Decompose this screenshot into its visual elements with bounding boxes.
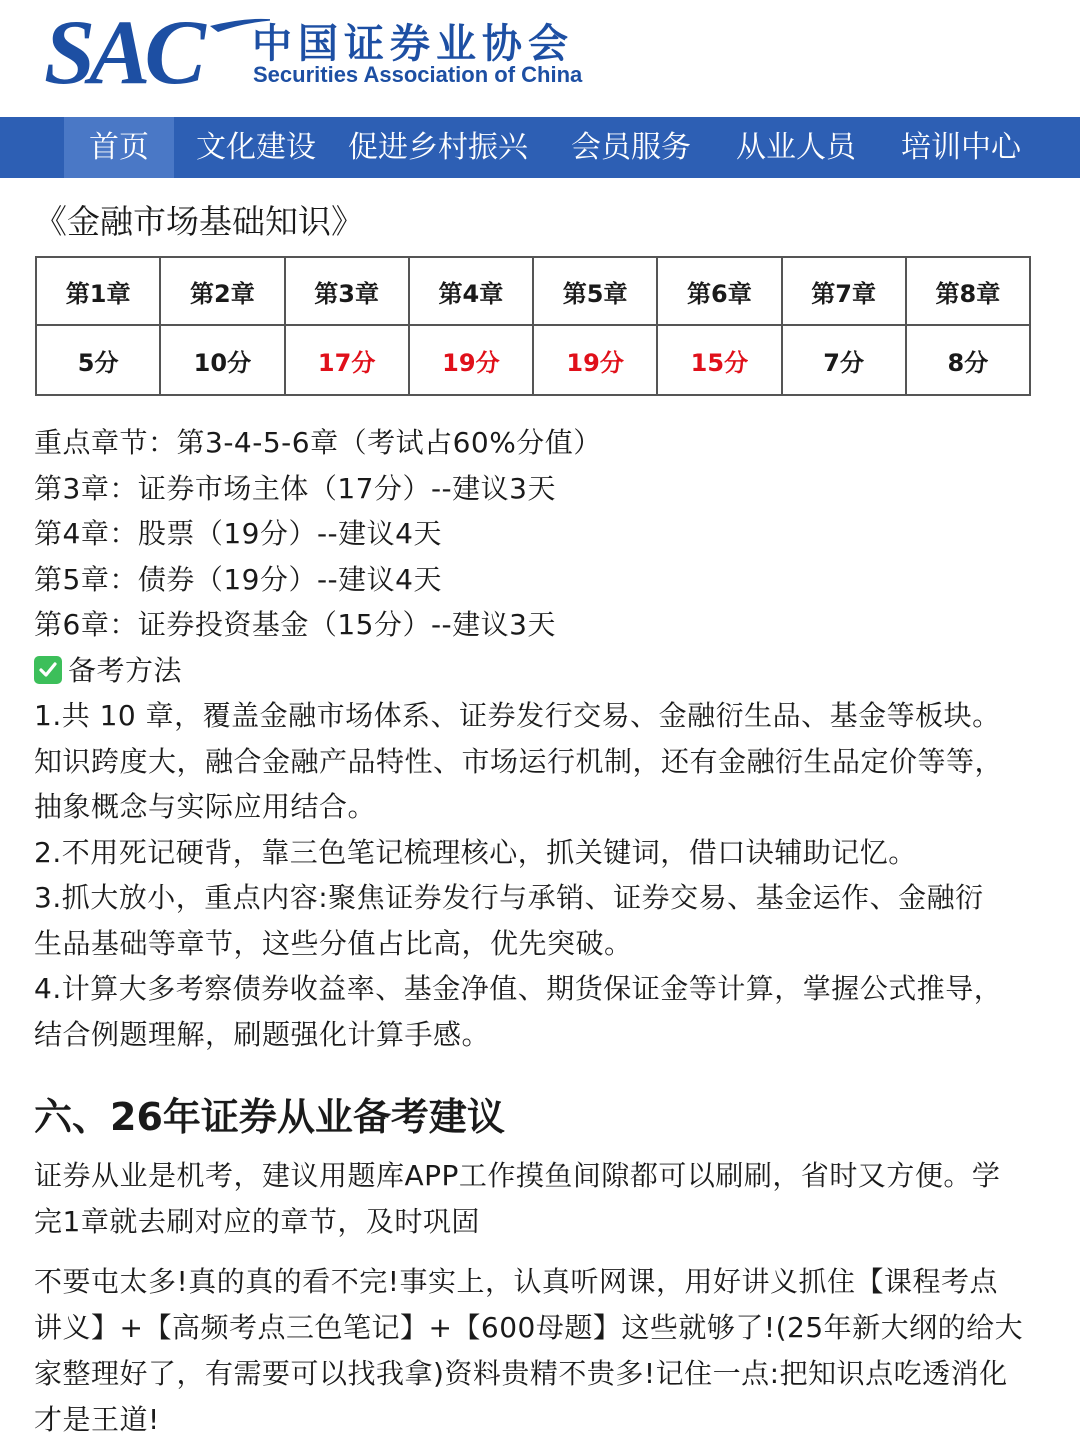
paragraph-line: 才是王道! — [34, 1403, 160, 1436]
chapter-cell: 第1章 — [36, 257, 160, 325]
paragraph-line: 讲义】+【高频考点三色笔记】+【600母题】这些就够了!(25年新大纲的给大 — [34, 1311, 1024, 1344]
chapter-cell: 第8章 — [906, 257, 1030, 325]
method-line: 抽象概念与实际应用结合。 — [34, 790, 377, 823]
paragraph-line: 不要屯太多!真的真的看不完!事实上，认真听网课，用好讲义抓住【课程考点 — [34, 1265, 998, 1298]
score-cell-highlight: 19分 — [409, 325, 533, 395]
method-line: 结合例题理解，刷题强化计算手感。 — [34, 1017, 491, 1051]
method-line: 2.不用死记硬背，靠三色笔记梳理核心，抓关键词，借口诀辅助记忆。 — [34, 835, 917, 869]
logo-english-name: Securities Association of China — [253, 62, 583, 87]
nav-item-training[interactable]: 培训中心 — [901, 130, 1021, 165]
nav-item-member[interactable]: 会员服务 — [571, 130, 691, 165]
section-paragraph-1 — [34, 1153, 1064, 1245]
chapter-cell: 第2章 — [160, 257, 284, 325]
method-line: 1.共 10 章，覆盖金融市场体系、证券发行交易、金融衍生品、基金等板块。 — [34, 699, 1001, 732]
paragraph-line: 完1章就去刷对应的章节，及时巩固 — [34, 1205, 480, 1238]
chapter-cell: 第3章 — [285, 257, 409, 325]
score-cell-highlight: 17分 — [285, 325, 409, 395]
chapter-score-table — [35, 256, 1031, 396]
score-cell: 10分 — [160, 325, 284, 395]
logo-chinese-name: 中国证券业协会 — [252, 21, 574, 67]
key-chapters-block — [34, 420, 1064, 1057]
method-line: 生品基础等章节，这些分值占比高，优先突破。 — [34, 926, 633, 960]
nav-item-home[interactable]: 首页 — [64, 117, 174, 178]
main-nav — [0, 117, 1080, 178]
paragraph-line: 证券从业是机考，建议用题库APP工作摸鱼间隙都可以刷刷，省时又方便。学 — [34, 1159, 1001, 1192]
sac-logo[interactable]: SAC — [44, 1, 200, 103]
chapter-cell: 第6章 — [657, 257, 781, 325]
chapter-cell: 第4章 — [409, 257, 533, 325]
key-chapter-line: 重点章节：第3-4-5-6章（考试占60%分值） — [34, 426, 602, 459]
score-cell: 7分 — [782, 325, 906, 395]
key-chapter-line: 第4章：股票（19分）--建议4天 — [34, 517, 442, 550]
key-chapter-line: 第5章：债券（19分）--建议4天 — [34, 562, 442, 596]
table-score-row — [36, 325, 1030, 395]
site-header — [0, 0, 1080, 117]
paragraph-line: 家整理好了，有需要可以找我拿)资料贵精不贵多!记住一点:把知识点吃透消化 — [34, 1357, 1008, 1390]
method-line: 知识跨度大，融合金融产品特性、市场运行机制，还有金融衍生品定价等等， — [34, 744, 1004, 778]
key-chapter-line: 第3章：证券市场主体（17分）--建议3天 — [34, 471, 556, 505]
score-cell-highlight: 19分 — [533, 325, 657, 395]
key-chapter-line: 第6章：证券投资基金（15分）--建议3天 — [34, 608, 556, 641]
score-cell: 8分 — [906, 325, 1030, 395]
nav-item-rural[interactable]: 促进乡村振兴 — [348, 130, 528, 165]
method-line: 4.计算大多考察债券收益率、基金净值、期货保证金等计算，掌握公式推导， — [34, 972, 1003, 1005]
method-heading-text: 备考方法 — [68, 653, 183, 687]
method-heading — [34, 648, 1064, 694]
section-paragraph-2 — [34, 1259, 1064, 1443]
chapter-cell: 第7章 — [782, 257, 906, 325]
book-title: 《金融市场基础知识》 — [34, 202, 364, 241]
score-cell: 5分 — [36, 325, 160, 395]
check-mark-icon — [34, 656, 62, 684]
nav-item-culture[interactable]: 文化建设 — [196, 130, 316, 165]
chapter-cell: 第5章 — [533, 257, 657, 325]
method-line: 3.抓大放小，重点内容:聚焦证券发行与承销、证券交易、基金运作、金融衍 — [34, 881, 984, 914]
table-header-row — [36, 257, 1030, 325]
score-cell-highlight: 15分 — [657, 325, 781, 395]
nav-item-practitioners[interactable]: 从业人员 — [736, 130, 856, 165]
section-heading: 六、26年证券从业备考建议 — [34, 1095, 505, 1139]
